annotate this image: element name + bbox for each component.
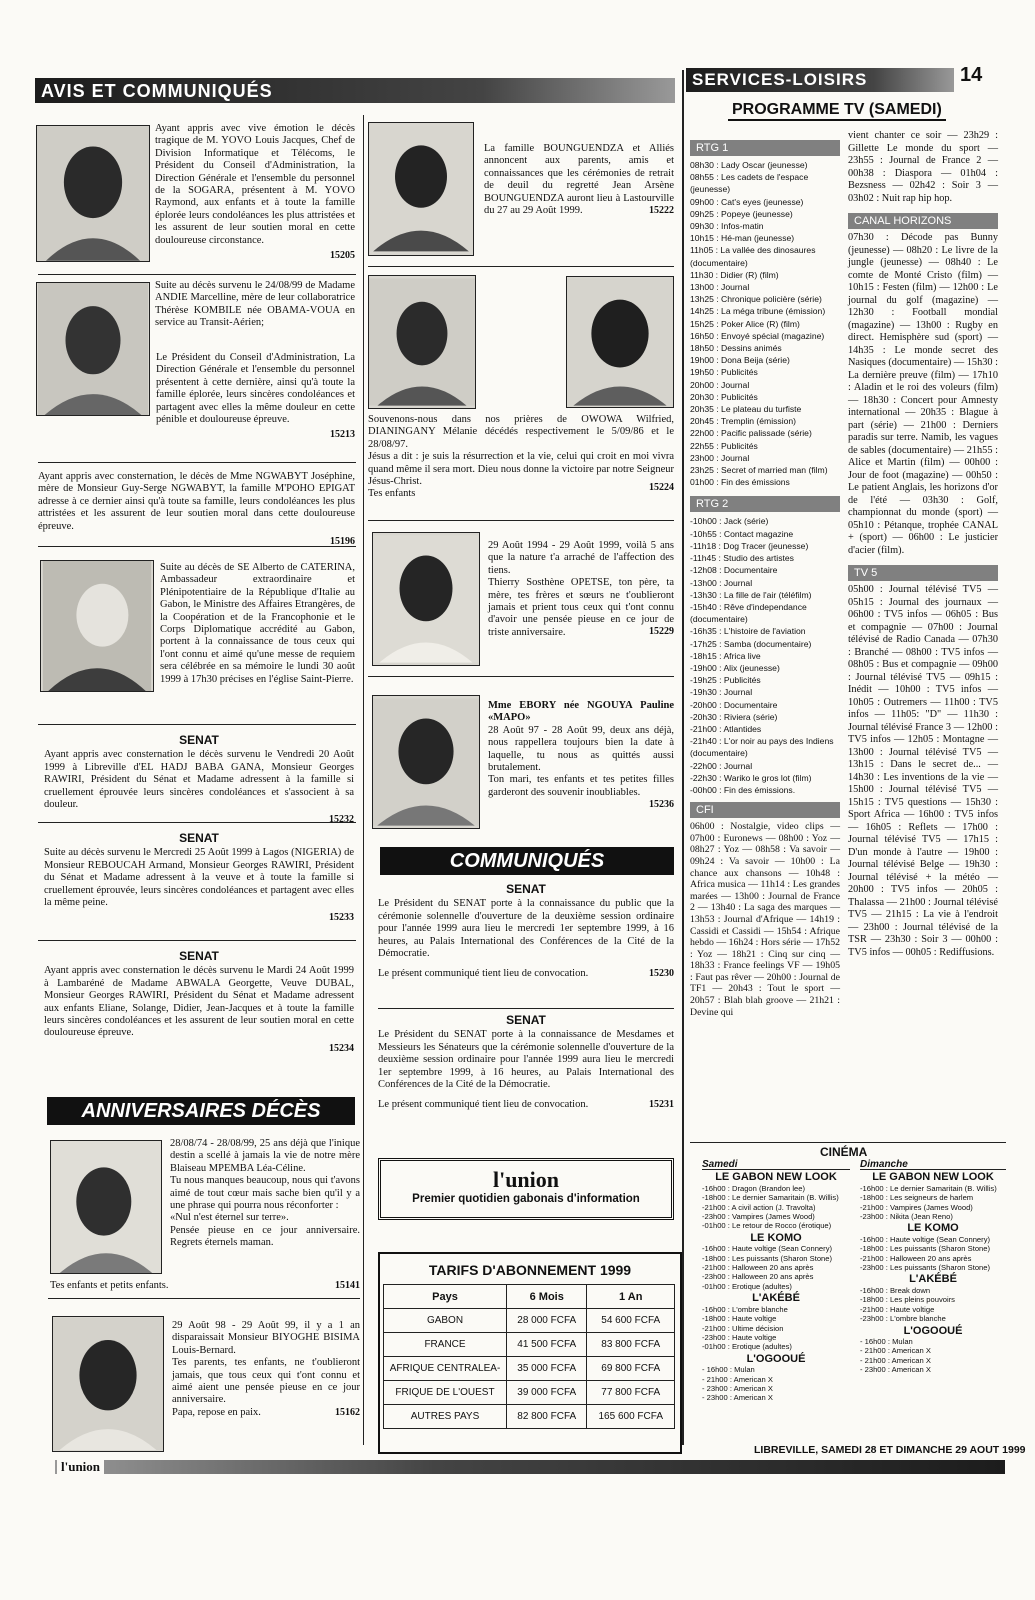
cinema-hall-name: L'OGOOUÉ xyxy=(746,1352,806,1365)
cfi-program-continued: vient chanter ce soir — 23h29 : Gillette Le monde du sport — 23h55 : Journal de France 2 — 00h38 : Diaspora — 01h04 : Bezsness — 02h42 : Soir 3 — 03h02 : Nuit rap hip hop. xyxy=(848,130,998,204)
cinema-showing: -16h00 : Haute voltige (Sean Connery) xyxy=(860,1234,991,1244)
communique-number: 15231 xyxy=(649,1099,674,1111)
tarifs-header: 1 An xyxy=(587,1285,675,1309)
tv-program-item: 19h50 : Publicités xyxy=(690,367,758,378)
tv-program-item: 20h45 : Tremplin (émission) xyxy=(690,416,797,427)
notice-number: 15236 xyxy=(649,799,674,811)
communique-2 xyxy=(378,1014,674,1112)
rtg1-program-list xyxy=(690,159,840,488)
portrait-photo xyxy=(50,1140,162,1274)
separator xyxy=(48,1298,360,1299)
notice-text: 28 Août 97 - 28 Août 99, deux ans déjà, nous rappellera toujours bien la date à laquelle, tu nous as quittés aussi brutalement. xyxy=(488,724,674,774)
tv-program-item: 13h00 : Journal xyxy=(690,282,750,293)
table-cell: 54 600 FCFA xyxy=(587,1309,675,1333)
cfi-program-text: 06h00 : Nostalgie, video clips — 07h00 : Euronews — 08h00 : Yoz — 08h27 : Yoz — 08h58 : Va savoir — 09h24 : Va savoir — 10h00 : La chance aux chansons — 10h48 : Africa musica — 11h14 : Les grandes marées — 13h00 : Journal de France 2 — 13h40 : La saga des marques — 13h53 : Journal d'Afrique — 14h19 : Cassidi et Cassidi — 15h54 : Afrique hebdo — 16h24 : Hors série — 17h52 : Yoz — 18h21 : Cinq sur cinq — 18h33 : France feelings VF — 19h05 : Faut pas rêver — 20h00 : Journal de TF1 — 20h43 : Tout le sport — 20h57 : Blah blah groove — 21h21 : Devine qui xyxy=(690,821,840,1018)
notice-yovo xyxy=(155,123,355,262)
separator xyxy=(38,940,356,941)
tv-program-item: 11h30 : Didier (R) (film) xyxy=(690,269,779,280)
separator xyxy=(38,274,356,275)
cinema-showing: - 16h00 : Mulan xyxy=(860,1336,913,1346)
cinema-showing: - 23h00 : American X xyxy=(702,1393,773,1403)
column-divider xyxy=(363,115,364,1445)
communique-title: SENAT xyxy=(506,1013,546,1027)
notice-text: Ayant appris avec vive émotion le décès tragique de M. YOVO Louis Jacques, Chef de Division Informatique et Télécoms, le Président du Conseil d'Administration, la Direction Générale et l'ensemble du personnel de la SOGARA, présentent à M. YOVO Raymond, aux enfants et à toute la famille éplorée leurs condoléances les plus attristées et les assurent de leur soutien moral en cette douloureuse circonstance. xyxy=(155,123,355,246)
notice-number: 15213 xyxy=(330,429,355,441)
cinema-hall-name: LE GABON NEW LOOK xyxy=(715,1171,837,1184)
communique-1 xyxy=(378,883,674,981)
cinema-showing: -18h00 : Les pleins pouvoirs xyxy=(860,1295,955,1305)
cinema-day-label: Dimanche xyxy=(860,1160,1006,1170)
notice-text: Souvenons-nous dans nos prières de OWOWA Wilfried, DIANINGANY Mélanie décédés respectivement le 5/09/86 et le 28/08/97. xyxy=(368,414,674,450)
portrait-photo xyxy=(372,532,480,666)
anniversary-text: Tes parents, tes enfants, ne t'oublieront jamais, que tous ceux qui t'ont connu et aimé aient une pensée pieuse en ce jour anniversaire. xyxy=(172,1357,360,1406)
channel-rtg1: RTG 1 xyxy=(690,140,840,156)
tarifs-table xyxy=(383,1284,675,1429)
table-cell: 39 000 FCFA xyxy=(507,1381,587,1405)
cinema-showing: -16h00 : Break down xyxy=(860,1285,931,1295)
cinema-showing: -16h00 : Dragon (Brandon lee) xyxy=(702,1183,806,1193)
cinema-hall-name: LE KOMO xyxy=(907,1222,959,1235)
anniversary-mpemba-sign xyxy=(50,1280,360,1293)
portrait-photo xyxy=(52,1316,164,1452)
notice-ngwabyt xyxy=(38,471,355,548)
table-row xyxy=(384,1333,675,1357)
cinema-showing: -21h00 : Halloween 20 ans après xyxy=(702,1263,814,1273)
tv-program-item: 15h25 : Poker Alice (R) (film) xyxy=(690,318,800,329)
communiques-title: COMMUNIQUÉS xyxy=(449,850,605,872)
tv-program-item: 09h00 : Cat's eyes (jeunesse) xyxy=(690,196,804,207)
cinema-showing: - 21h00 : American X xyxy=(860,1346,931,1356)
tv-program-item: -15h40 : Rêve d'independance (documentaire) xyxy=(690,601,807,625)
tv-program-item: -13h00 : Journal xyxy=(690,577,753,588)
notice-text: Ayant appris avec consternation, le décès de Mme NGWABYT Joséphine, mère de Monsieur Guy-Serge NGWABYT, la famille M'POHO EPIGAT adresse à ce dernier ainsi qu'à toute sa famille, leurs condoléances les plus attristées et les assurent de leur soutien moral dans cette douloureuse épreuve. xyxy=(38,471,355,532)
cinema-showing: -23h00 : Les puissants (Sharon Stone) xyxy=(860,1263,991,1273)
communiques-header xyxy=(380,847,674,875)
section-title-avis: AVIS ET COMMUNIQUÉS xyxy=(41,81,273,101)
tv-program-item: 22h55 : Publicités xyxy=(690,440,758,451)
cinema-showing: - 21h00 : American X xyxy=(702,1374,773,1384)
anniversary-number: 15162 xyxy=(335,1406,360,1418)
cinema-showing: -18h00 : Haute voltige xyxy=(702,1314,777,1324)
anniversaires-header xyxy=(47,1097,355,1125)
communique-title: SENAT xyxy=(506,882,546,896)
tv-title: PROGRAMME TV (SAMEDI) xyxy=(728,101,946,121)
separator xyxy=(38,462,356,463)
channel-cfi: CFI xyxy=(690,802,840,818)
cinema-showing: -23h00 : Haute voltige xyxy=(702,1332,777,1342)
notice-number: 15205 xyxy=(330,250,355,262)
table-row xyxy=(384,1357,675,1381)
tv-program-item: 22h00 : Pacific palissade (série) xyxy=(690,428,812,439)
table-cell: 165 600 FCFA xyxy=(587,1405,675,1429)
anniversary-signature: Papa, repose en paix. xyxy=(172,1406,261,1418)
notice-number: 15224 xyxy=(649,482,674,494)
tarifs-header: 6 Mois xyxy=(507,1285,587,1309)
cinema-showing: -23h00 : Nikita (Jean Reno) xyxy=(860,1212,953,1222)
cinema-showing: -21h00 : Ultime décision xyxy=(702,1323,784,1333)
tv-program-item: 09h25 : Popeye (jeunesse) xyxy=(690,208,793,219)
notice-text: Suite au décès survenu le 24/08/99 de Madame ANDIE Marcelline, mère de leur collaboratrice Thérèse KOMBILE née OBAMA-VOUA en service au Transit-Aérien; xyxy=(155,280,355,329)
cinema-showing: -23h00 : Vampires (James Wood) xyxy=(702,1212,815,1222)
tv-program-item: -19h25 : Publicités xyxy=(690,675,761,686)
tv-program-item: -19h00 : Alix (jeunesse) xyxy=(690,662,780,673)
tv-program-item: 09h30 : Infos-matin xyxy=(690,221,764,232)
cinema-day-label: Samedi xyxy=(702,1160,850,1170)
tv-program-item: -21h00 : Atlantides xyxy=(690,723,762,734)
communique-text: Le Président du SENAT porte à la connaissance de Mesdames et Messieurs les Sénateurs que la cérémonie solennelle d'ouverture de la deuxième session ordinaire pour l'année 1999 aura lieu le mercredi 1er septembre 1999, à 16 heures, au Palais International des Conférences de la Cité de la Démocratie. xyxy=(378,1029,674,1091)
tarifs-title: TARIFS D'ABONNEMENT 1999 xyxy=(428,1262,632,1278)
cinema-title: CINÉMA xyxy=(820,1145,868,1159)
anniversaires-title: ANNIVERSAIRES DÉCÈS xyxy=(81,1100,321,1122)
cinema-showing: -16h00 : Haute voltige (Sean Connery) xyxy=(702,1244,833,1254)
table-cell: 77 800 FCFA xyxy=(587,1381,675,1405)
anniversary-quote: «Nul n'est éternel sur terre». xyxy=(170,1212,289,1224)
cinema-hall-name: L'AKÉBÉ xyxy=(909,1273,957,1286)
cinema-showing: -21h00 : Halloween 20 ans après xyxy=(860,1253,972,1263)
notice-number: 15196 xyxy=(330,536,355,548)
table-cell: AFRIQUE CENTRALEA- xyxy=(384,1357,507,1381)
tv-program-item: -20h30 : Riviera (série) xyxy=(690,711,778,722)
tv-program-item: 20h00 : Journal xyxy=(690,379,750,390)
tv-program-item: -20h00 : Documentaire xyxy=(690,699,778,710)
cinema-hall-name: L'OGOOUÉ xyxy=(903,1324,963,1337)
communique-note: Le présent communiqué tient lieu de convocation. xyxy=(378,1099,589,1111)
anniversary-biyoghe xyxy=(172,1320,360,1420)
cinema-showing: -18h00 : Les seigneurs de harlem xyxy=(860,1193,974,1203)
tv5-program-text: 05h00 : Journal télévisé TV5 — 05h15 : Journal des journaux — 06h00 : TV5 infos — 06h05 : Bus et compagnie — 07h00 : Journal télévisé de Radio Canada — 07h30 : Branché — 08h00 : TV5 infos — 08h05 : Bus et compagnie — 09h00 : Journal télévisé TV5 — 09h15 : Inédit — 10h00 : TV5 infos — 10h05 : Outremers — 11h00 : TV5 infos — 11h05: "D" — 11h30 : Journal télévisé France 3 — 12h00 : TV5 infos — 12h05 : Montagne — 13h00 : Journal télévisé TV5 — 13h15 : Dans le secret de... — 14h30 : Les inventions de la vie — 15h00 : Journal télévisé TV5 — 15h15 : TV5 questions — 15h30 : Sport Africa — 16h00 : TV5 infos — 16h05 : Reflets — 17h00 : Journal télévisé TV5 — 17h15 : D'un monde à l'autre — 19h00 : Journal télévisé Belge — 19h30 : Journal télévisé + la météo — 20h00 : TV5 infos — 20h05 : Thalassa — 21h00 : Journal télévisé TV5 — 21h15 : La vie à l'endroit — 23h00 : Journal télévisé de la TSR — 23h30 : Soir 3 — 00h00 : TV5 infos — 00h05 : Rediffusions. xyxy=(848,584,998,958)
cinema-showing: -16h00 : L'ombre blanche xyxy=(702,1304,788,1314)
anniversary-text: 29 Août 98 - 29 Août 99, il y a 1 an disparaissait Monsieur BIYOGHE BISIMA Louis-Bernard. xyxy=(172,1320,360,1356)
union-logo: l'union xyxy=(492,1167,560,1192)
tv-program-item: 11h05 : La vallée des dinosaures (documentaire) xyxy=(690,245,816,268)
notice-number: 15233 xyxy=(329,912,354,924)
communique-number: 15230 xyxy=(649,968,674,980)
notice-senat-2 xyxy=(44,826,354,925)
tv-program-item: -11h45 : Studio des artistes xyxy=(690,553,794,564)
cinema-hall-name: LE GABON NEW LOOK xyxy=(872,1171,994,1184)
notice-andie-2 xyxy=(38,352,355,442)
notice-text: Suite au décès de SE Alberto de CATERINA, Ambassadeur extraordinaire et Plénipotentiaire de la République d'Italie au Gabon, le Ministre des Affaires Etrangères, de la Coopération et de la Francophonie et le Corps Diplomatique accrédité au Gabon, portent à la connaissance de tous ceux qui l'ont connu et aimé qu'une messe de requiem sera célébrée en sa mémoire le lundi 30 août 1999 à 17h30 précises en l'église Saint-Pierre. xyxy=(160,562,355,685)
footer-bar xyxy=(55,1460,1005,1474)
cinema-showing: -18h00 : Les puissants (Sharon Stone) xyxy=(702,1253,833,1263)
notice-signature: Tes enfants xyxy=(368,488,416,500)
notice-andie xyxy=(155,280,355,333)
tv-program-item: -11h18 : Dog Tracer (jeunesse) xyxy=(690,540,809,551)
footer-logo: l'union xyxy=(57,1459,104,1475)
tv-column-2 xyxy=(848,130,998,959)
tv-program-item: 14h25 : La méga tribune (émission) xyxy=(690,306,826,317)
tv-program-item: 23h00 : Journal xyxy=(690,452,750,463)
notice-senat-1 xyxy=(44,728,354,827)
notice-bounguendza xyxy=(484,143,674,218)
portrait-photo xyxy=(566,276,674,408)
channel-rtg2: RTG 2 xyxy=(690,496,840,512)
notice-owowa xyxy=(368,414,674,501)
notice-text: Le Président du Conseil d'Administration, La Direction Générale et l'ensemble du personnel présentent à cette dernière, ainsi qu'à toute la famille éplorée, leurs sincères condoléances et partagent avec elles la même douleur en cette pénible et douloureuse épreuve. xyxy=(156,352,355,426)
tv-program-item: -17h25 : Samba (documentaire) xyxy=(690,638,812,649)
portrait-photo xyxy=(368,122,474,256)
tv-program-item: -19h30 : Journal xyxy=(690,687,753,698)
portrait-photo xyxy=(40,560,154,692)
notice-text: 29 Août 1994 - 29 Août 1999, voilà 5 ans que la nature t'a arraché de l'affection des tiens. xyxy=(488,540,674,576)
tv-program-item: -22h30 : Wariko le gros lot (film) xyxy=(690,772,812,783)
notice-title: SENAT xyxy=(179,831,219,845)
section-title-services: SERVICES-LOISIRS xyxy=(692,70,868,89)
page-number: 14 xyxy=(960,64,983,86)
communique-text: Le Président du SENAT porte à la connaissance du public que la cérémonie solennelle d'ouverture de la deuxième session ordinaire pour l'année 1999 aura lieu le mercredi 1er septembre 1999, à 16 heures, au Palais International des Conférences de la Cité de la Démocratie. xyxy=(378,898,674,960)
notice-text: La famille BOUNGUENDZA et Alliés annoncent aux parents, amis et connaissances que les cérémonies de retrait de deuil du regretté Jean Arsène BOUNGUENDZA auront lieu à Lastourville du 27 au 29 Août 1999. xyxy=(484,143,674,217)
portrait-photo xyxy=(368,275,476,409)
tv-program-item: -00h00 : Fin des émissions. xyxy=(690,784,796,795)
tv-program-item: -22h00 : Journal xyxy=(690,760,753,771)
tv-program-item: -10h55 : Contact magazine xyxy=(690,528,794,539)
tv-program-item: -12h08 : Documentaire xyxy=(690,565,778,576)
cinema-showing: -23h00 : Halloween 20 ans après xyxy=(702,1272,814,1282)
notice-text: Ton mari, tes enfants et tes petites filles garderont des souvenir inoubliables. xyxy=(488,774,674,798)
notice-title: SENAT xyxy=(179,733,219,747)
table-row xyxy=(384,1381,675,1405)
separator xyxy=(368,520,674,521)
notice-text: Ayant appris avec consternation le décès survenu le Vendredi 20 Août 1999 à Libreville d'EL HADJ BABA GANA, Monsieur Georges RAWIRI, Président du Sénat et Madame adressent à la famille si cruellement éprouvée leurs sincères condoléances et s'associent à sa douleur. xyxy=(44,749,354,811)
tv-program-item: 20h35 : Le plateau du turfiste xyxy=(690,404,802,415)
notice-text: Ayant appris avec consternation le décès survenu le Mardi 24 Août 1999 à Lambaréné de Madame ABWALA Georgette, Veuve DUBAL, Monsieur Georges RAWIRI, Président du Sénat et Madame adressent aux enfants Eliane, Solange, Didier, Jean-Jacques et à toute la famille leurs sincères condoléances et les assurent de leur soutien moral en cette douloureuse épreuve. xyxy=(44,965,354,1039)
notice-number: 15234 xyxy=(329,1042,354,1054)
table-cell: FRANCE xyxy=(384,1333,507,1357)
channel-tv5: TV 5 xyxy=(848,565,998,581)
cinema-sunday xyxy=(860,1160,1006,1375)
cinema-hall-name: LE KOMO xyxy=(750,1231,802,1244)
table-row xyxy=(384,1405,675,1429)
cinema-saturday xyxy=(702,1160,850,1403)
section-header-avis xyxy=(35,78,675,103)
separator xyxy=(38,724,356,725)
notice-ebory xyxy=(488,700,674,812)
tv-program-item: 10h15 : Hé-man (jeunesse) xyxy=(690,233,795,244)
separator xyxy=(368,676,674,677)
canal-program-text: 07h30 : Décode pas Bunny (jeunesse) — 08h20 : Le livre de la jungle (jeunesse) — 08h40 : Le comte de Monté Cristo (film) — 10h15 : Festen (film) — 12h00 : Le journal du golf (magazine) — 12h30 : Football mondial (magazine) — 13h00 : Rugby en direct. Hemisphère sud (sport) — 14h35 : Le monde secret des Nasiques (documentaire) — 15h30 : La dernière preuve (film) — 17h10 : Aladin et le roi des voleurs (film) — 18h30 : Concert pour Amnesty international — 20h35 : Blague à part (série) — 21h00 : Derniers paradis sur terre. Namib, les vagues de sables (documentaire) — 21h55 : Alice et Martin (film) — 00h00 : Jour de foot (magazine) — 00h50 : Le patient Anglais, les horizons d'or de l'été — 03h30 : Golf, championnat du monde (sport) — 05h10 : Pétanque, trophée CANAL + (sport) — 06h00 : Le justicier d'acier (film). xyxy=(848,232,998,556)
cinema-showing: -21h00 : A civil action (J. Travolta) xyxy=(702,1202,816,1212)
table-row xyxy=(384,1309,675,1333)
anniversary-text: Pensée pieuse en ce jour anniversaire. Regrets éternels maman. xyxy=(170,1224,360,1249)
tv-program-item: 20h30 : Publicités xyxy=(690,391,758,402)
communique-note: Le présent communiqué tient lieu de convocation. xyxy=(378,968,589,980)
tv-program-item: 01h00 : Fin des émissions xyxy=(690,477,790,488)
notice-opetse xyxy=(488,540,674,639)
anniversary-text: Tu nous manques beaucoup, nous qui t'avons aimé de tout cœur mais sache bien qu'il y a une phrase qui pourra nous réconforter : xyxy=(170,1175,360,1212)
table-cell: FRIQUE DE L'OUEST xyxy=(384,1381,507,1405)
notice-number: 15222 xyxy=(649,205,674,217)
separator xyxy=(368,266,674,267)
cinema-showing: -01h00 : Le retour de Rocco (érotique) xyxy=(702,1221,832,1231)
union-box xyxy=(378,1158,674,1220)
notice-senat-3 xyxy=(44,944,354,1055)
separator xyxy=(38,822,356,823)
table-cell: 82 800 FCFA xyxy=(507,1405,587,1429)
tv-program-item: -10h00 : Jack (série) xyxy=(690,516,769,527)
separator xyxy=(690,1142,1006,1143)
tv-program-item: 19h00 : Dona Beija (série) xyxy=(690,355,790,366)
union-tagline: Premier quotidien gabonais d'information xyxy=(412,1193,640,1205)
cinema-showing: - 23h00 : American X xyxy=(702,1383,773,1393)
notice-title: Mme EBORY née NGOUYA Pauline «MAPO» xyxy=(488,700,674,724)
cinema-hall-name: L'AKÉBÉ xyxy=(752,1292,800,1305)
notice-number: 15232 xyxy=(329,814,354,826)
portrait-photo xyxy=(372,695,480,829)
tarifs-box xyxy=(378,1252,682,1454)
table-cell: 35 000 FCFA xyxy=(507,1357,587,1381)
footer-dateline: LIBREVILLE, SAMEDI 28 ET DIMANCHE 29 AOUT 1999 xyxy=(754,1444,1026,1456)
notice-text: Jésus a dit : je suis la résurrection et la vie, celui qui croit en moi vivra quand même il sera mort. Dieu nous donne la victoire par notre Seigneur Jésus-Christ. xyxy=(368,451,674,488)
table-cell: 69 800 FCFA xyxy=(587,1357,675,1381)
cinema-showing: - 21h00 : American X xyxy=(860,1355,931,1365)
tv-program-item: -13h30 : La fille de l'air (téléfilm) xyxy=(690,589,812,600)
table-cell: 41 500 FCFA xyxy=(507,1333,587,1357)
cinema-showing: -21h00 : Vampires (James Wood) xyxy=(860,1202,973,1212)
tv-program-item: 08h55 : Les cadets de l'espace (jeunesse) xyxy=(690,172,809,195)
cinema-showing: -21h00 : Haute voltige xyxy=(860,1304,935,1314)
anniversary-number: 15141 xyxy=(335,1280,360,1291)
tv-program-item: 08h30 : Lady Oscar (jeunesse) xyxy=(690,160,808,170)
cinema-showing: - 23h00 : American X xyxy=(860,1365,931,1375)
tv-program-item: 13h25 : Chronique policière (série) xyxy=(690,294,822,305)
cinema-showing: -01h00 : Erotique (adultes) xyxy=(702,1342,792,1352)
table-cell: 28 000 FCFA xyxy=(507,1309,587,1333)
channel-canal-horizons: CANAL HORIZONS xyxy=(848,213,998,229)
cinema-showing: -18h00 : Les puissants (Sharon Stone) xyxy=(860,1244,991,1254)
column-divider xyxy=(682,70,684,1445)
rtg2-program-list xyxy=(690,515,840,796)
anniversary-signature: Tes enfants et petits enfants. xyxy=(50,1280,169,1291)
table-cell: AUTRES PAYS xyxy=(384,1405,507,1429)
table-cell: GABON xyxy=(384,1309,507,1333)
notice-text: Thierry Sosthène OPETSE, ton père, ta mère, tes frères et sœurs ne t'oublieront jamais et prient tous ceux qui t'ont connu d'avoir une pensée pieuse en ce jour de triste anniversaire. xyxy=(488,577,674,638)
tv-program-item: 23h25 : Secret of married man (film) xyxy=(690,465,828,476)
anniversary-mpemba xyxy=(170,1138,360,1250)
notice-text: Suite au décès survenu le Mercredi 25 Août 1999 à Lagos (NIGERIA) de Monsieur REBOUCAH Armand, Monsieur Georges RAWIRI, Président du Sénat et Madame adressent à la veuve et à toute la famille si cruellement éprouvée, leurs sincères condoléances et partagent avec elles la même peine. xyxy=(44,847,354,909)
notice-title: SENAT xyxy=(179,949,219,963)
table-cell: 83 800 FCFA xyxy=(587,1333,675,1357)
cinema-showing: - 16h00 : Mulan xyxy=(702,1365,755,1375)
tarifs-header: Pays xyxy=(384,1285,507,1309)
tv-program-item: -16h35 : L'histoire de l'aviation xyxy=(690,626,806,637)
separator xyxy=(378,1008,674,1009)
cinema-showing: -23h00 : L'ombre blanche xyxy=(860,1314,946,1324)
cinema-showing: -16h00 : Le dernier Samaritain (B. Willis) xyxy=(860,1183,997,1193)
section-header-services xyxy=(686,68,954,92)
cinema-showing: -18h00 : Le dernier Samaritain (B. Willis) xyxy=(702,1193,839,1203)
tv-program-item: 16h50 : Envoyé spécial (magazine) xyxy=(690,330,825,341)
notice-number: 15229 xyxy=(649,626,674,638)
tv-program-item: 18h50 : Dessins animés xyxy=(690,343,782,354)
tv-program-item: -18h15 : Africa live xyxy=(690,650,761,661)
anniversary-text: 28/08/74 - 28/08/99, 25 ans déjà que l'inique destin a scellé à jamais la vie de notre mère Blaiseau MPEMBA Léa-Céline. xyxy=(170,1138,360,1174)
portrait-photo xyxy=(36,125,150,262)
notice-caterina xyxy=(160,562,355,689)
separator xyxy=(38,546,356,547)
tv-column-1 xyxy=(690,138,840,1018)
tv-program-item: -21h40 : L'or noir au pays des Indiens (documentaire) xyxy=(690,736,834,759)
cinema-showing: -01h00 : Erotique (adultes) xyxy=(702,1281,792,1291)
